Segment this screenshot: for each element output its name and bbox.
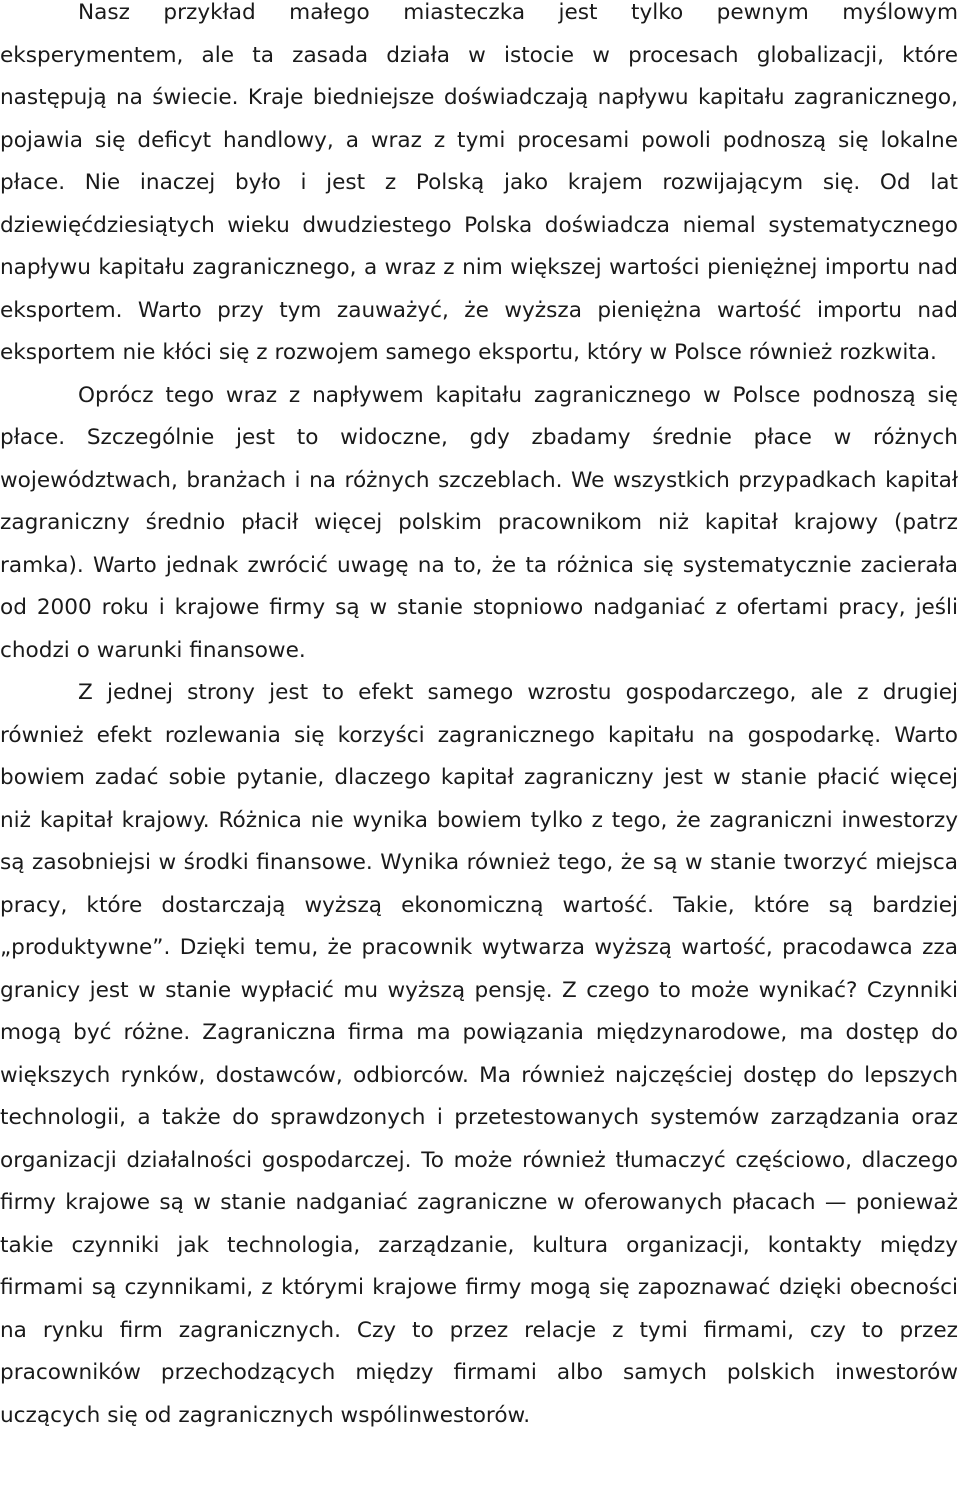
paragraph-productivity: Z jednej strony jest to efekt samego wzrostu gospodarczego, ale z drugiej również efekt rozlewania się korzyści zagranicznego kapitału na gospodarkę. Warto bowiem zadać sobie pytanie, dlaczego kapitał zagraniczny jest w stanie płacić więcej niż kapitał krajowy. Różnica nie wynika bowiem tylko z tego, że zagraniczni inwestorzy są zasobniejsi w środki finansowe. Wynika również tego, że są w stanie tworzyć miejsca pracy, które dostarczają wyższą ekonomiczną wartość. Takie, które są bardziej „produktywne”. Dzięki temu, że pracownik wytwarza wyższą wartość, pracodawca zza granicy jest w stanie wypłacić mu wyższą pensję. Z czego to może wynikać? Czynniki mogą być różne. Zagraniczna firma ma powiązania międzynarodowe, ma dostęp do większych rynków, dostawców, odbiorców. Ma również najczęściej dostęp do lepszych technologii, a także do sprawdzonych i przetestowanych systemów zarządzania oraz organizacji działalności gospodarczej. To może również tłumaczyć częściowo, dlaczego firmy krajowe są w stanie nadganiać zagraniczne w oferowanych płacach — ponieważ takie czynniki jak technologia, zarządzanie, kultura organizacji, kontakty między firmami są czynnikami, z którymi krajowe firmy mogą się zapoznawać dzięki obecności na rynku firm zagranicznych. Czy to przez relacje z tymi firmami, czy to przez pracowników przechodzących między firmami albo samych polskich inwestorów uczących się od zagranicznych wspólinwestorów. <box>0 680 958 1428</box>
paragraph-wages: Oprócz tego wraz z napływem kapitału zagranicznego w Polsce podnoszą się płace. Szczególnie jest to widoczne, gdy zbadamy średnie płace w różnych województwach, branżach i na różnych szczeblach. We wszystkich przypadkach kapitał zagraniczny średnio płacił więcej polskim pracownikom niż kapitał krajowy (patrz ramka). Warto jednak zwrócić uwagę na to, że ta różnica się systematycznie zacierała od 2000 roku i krajowe firmy są w stanie stopniowo nadganiać z ofertami pracy, jeśli chodzi o warunki finansowe. <box>0 382 958 663</box>
paragraph-globalization: Nasz przykład małego miasteczka jest tylko pewnym myślowym eksperymentem, ale ta zasada działa w istocie w procesach globalizacji, które następują na świecie. Kraje biedniejsze doświadczają napływu kapitału zagranicznego, pojawia się deficyt handlowy, a wraz z tymi procesami powoli podnoszą się lokalne płace. Nie inaczej było i jest z Polską jako krajem rozwijającym się. Od lat dziewięćdziesiątych wieku dwudziestego Polska doświadcza niemal systematycznego napływu kapitału zagranicznego, a wraz z nim większej wartości pieniężnej importu nad eksportem. Warto przy tym zauważyć, że wyższa pieniężna wartość importu nad eksportem nie kłóci się z rozwojem samego eksportu, który w Polsce również rozkwita. <box>0 0 958 365</box>
